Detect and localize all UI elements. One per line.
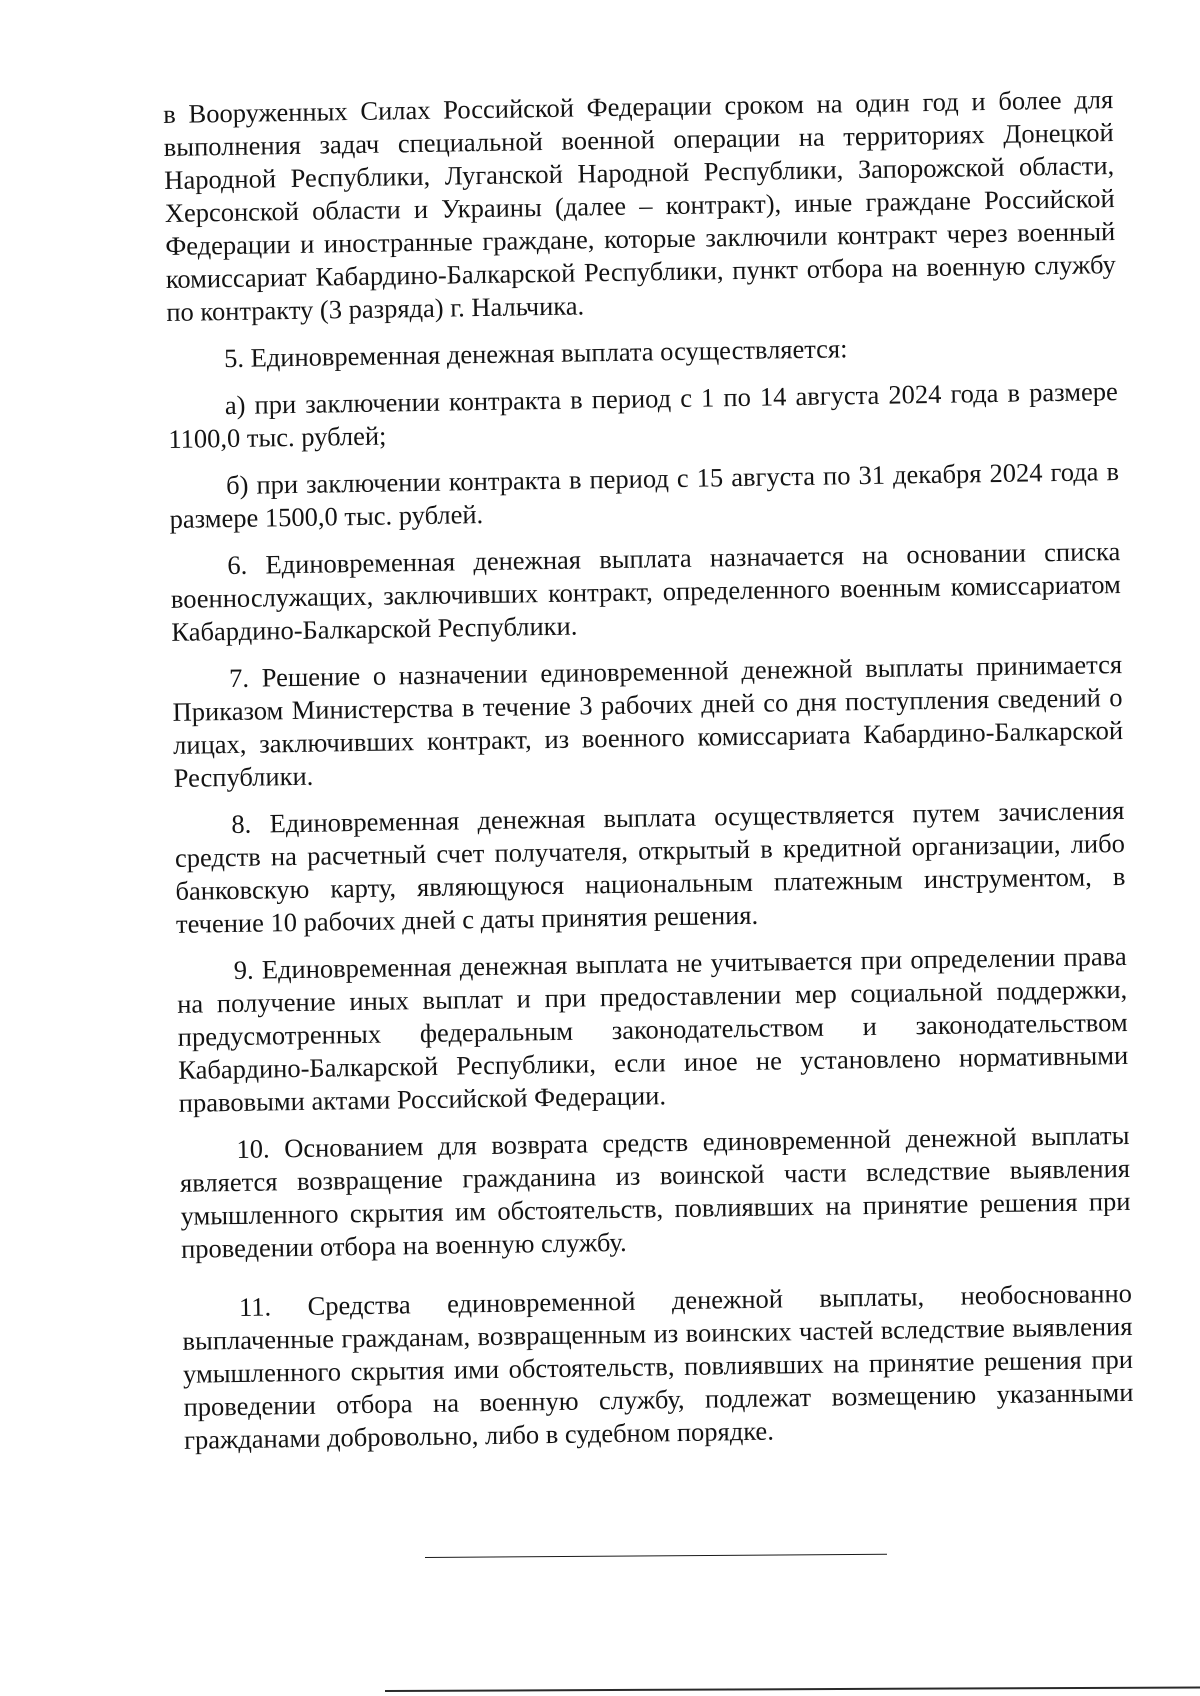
paragraph-7: 7. Решение о назначении единовременной денежной выплаты принимается Приказом Министерства в течение 3 рабочих дней со дня поступления сведений о лицах, заключивших контракт, из военного комиссариата Кабардино-Балкарской Республики. bbox=[172, 649, 1124, 793]
paragraph-11: 11. Средства единовременной денежной выплаты, необоснованно выплаченные гражданам, возвращенным из воинских частей вследствие выявления умышленного скрытия ими обстоятельств, повлиявших на принятие решения при проведении отбора на военную службу, подлежат возмещению указанными гражданами добровольно, либо в судебном порядке. bbox=[182, 1277, 1134, 1455]
paragraph-5: 5. Единовременная денежная выплата осуществляется: bbox=[223, 333, 848, 374]
paragraph-5a: а) при заключении контракта в период с 1 по 14 августа 2024 года в размере 1100,0 тыс. рублей; bbox=[168, 376, 1118, 454]
paragraph-10: 10. Основанием для возврата средств единовременной денежной выплаты является возвращение гражданина из воинской части вследствие выявления умышленного скрытия им обстоятельств, повлиявших на принятие решения при проведении отбора на военную службу. bbox=[179, 1119, 1131, 1264]
paragraph-intro-continuation: в Вооруженных Силах Российской Федерации сроком на один год и более для выполнения задач специальной военной операции на территориях Донецкой Народной Республики, Луганской Народной Республики, Запорожской области, Херсонской области и Украины (далее – контракт), иные граждане Российской Федерации и иностранные граждане, которые заключили контракт через военный комиссариат Кабардино-Балкарской Республики, пункт отбора на военную службу по контракту (3 разряда) г. Нальчика. bbox=[163, 84, 1116, 327]
end-of-document-line bbox=[425, 1554, 887, 1558]
paragraph-5b: б) при заключении контракта в период с 15 августа по 31 декабря 2024 года в размере 1500,0 тыс. рублей. bbox=[169, 456, 1120, 534]
scan-bottom-edge-line bbox=[385, 1686, 1200, 1692]
paragraph-6: 6. Единовременная денежная выплата назначается на основании списка военнослужащих, заключивших контракт, определенного военным комиссариатом Кабардино-Балкарской Республики. bbox=[170, 536, 1121, 647]
paragraph-9: 9. Единовременная денежная выплата не учитывается при определении права на получение иных выплат и при предоставлении мер социальной поддержки, предусмотренных федеральным законодательством и законодательством Кабардино-Балкарской Республики, если иное не установлено нормативными правовыми актами Российской Федерации. bbox=[176, 940, 1129, 1118]
paragraph-8: 8. Единовременная денежная выплата осуществляется путем зачисления средств на расчетный счет получателя, открытый в кредитной организации, либо банковскую карту, являющуюся национальным платежным инструментом, в течение 10 рабочих дней с даты принятия решения. bbox=[174, 794, 1126, 939]
document-body bbox=[163, 83, 1134, 1471]
